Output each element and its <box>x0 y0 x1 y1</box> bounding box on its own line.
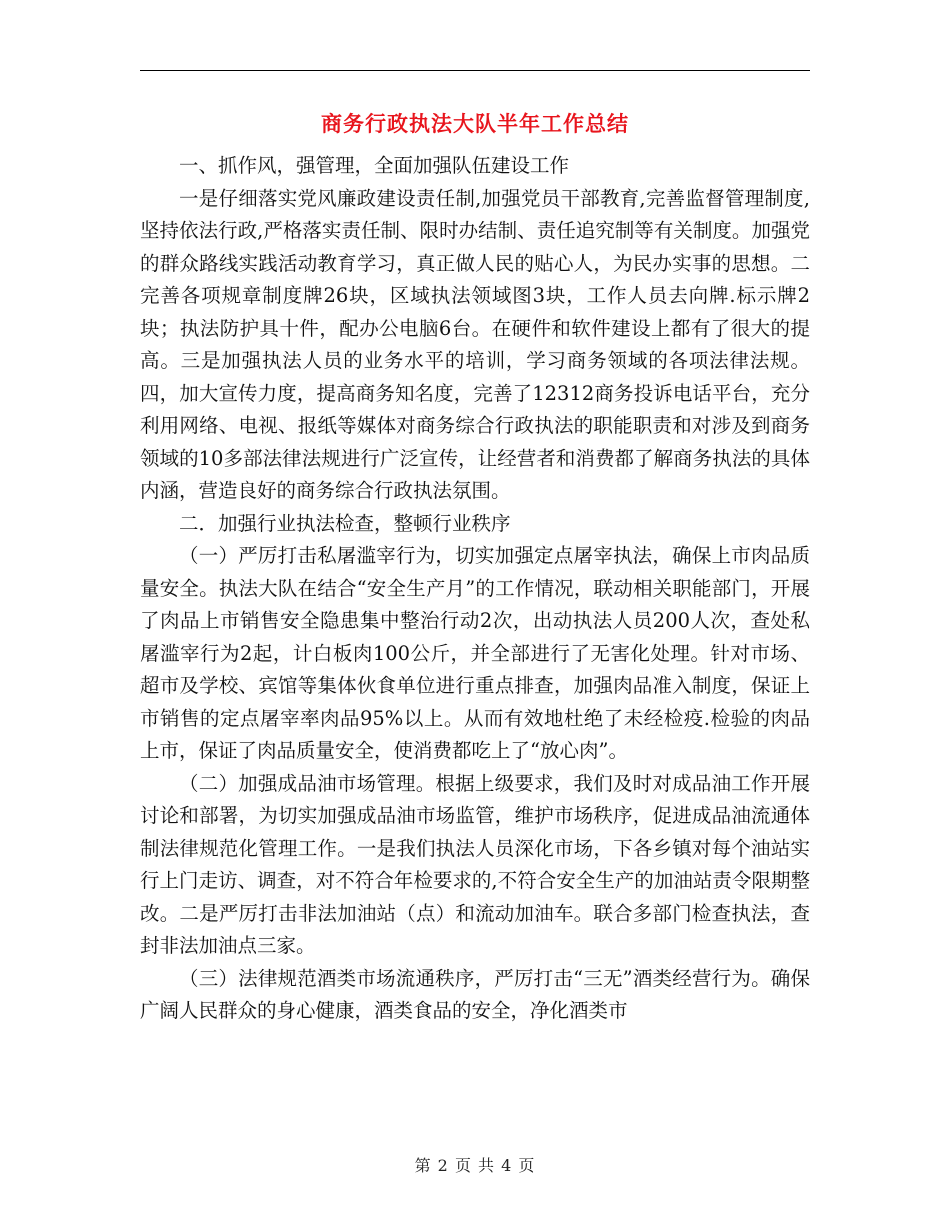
paragraph-oil-market: （二）加强成品油市场管理。根据上级要求，我们及时对成品油工作开展讨论和部署，为切实加强成品油市场监管，维护市场秩序，促进成品油流通体制法律规范化管理工作。一是我们执法人员深化市场，下各乡镇对每个油站实行上门走访、调查，对不符合年检要求的,不符合安全生产的加油站责令限期整改。二是严厉打击非法加油站（点）和流动加油车。联合多部门检查执法，查封非法加油点三家。 <box>140 771 810 957</box>
document-title: 商务行政执法大队半年工作总结 <box>321 112 629 136</box>
page-footer: 第 2 页 共 4 页 <box>414 1156 536 1175</box>
document-body <box>140 150 810 1028</box>
paragraph-slaughter-enforcement: （一）严厉打击私屠滥宰行为，切实加强定点屠宰执法，确保上市肉品质量安全。执法大队在结合“安全生产月”的工作情况，联动相关职能部门，开展了肉品上市销售安全隐患集中整治行动2次，出动执法人员200人次，查处私屠滥宰行为2起，计白板肉100公斤，并全部进行了无害化处理。针对市场、超市及学校、宾馆等集体伙食单位进行重点排查，加强肉品准入制度，保证上市销售的定点屠宰率肉品95%以上。从而有效地杜绝了未经检疫.检验的肉品上市，保证了肉品质量安全，使消费都吃上了“放心肉”。 <box>140 544 810 762</box>
paragraph-team-building: 一是仔细落实党风廉政建设责任制,加强党员干部教育,完善监督管理制度,坚持依法行政,严格落实责任制、限时办结制、责任追究制等有关制度。加强党的群众路线实践活动教育学习，真正做人民的贴心人，为民办实事的思想。二完善各项规章制度牌26块，区域执法领域图3块，工作人员去向牌.标示牌2块；执法防护具十件，配办公电脑6台。在硬件和软件建设上都有了很大的提高。三是加强执法人员的业务水平的培训，学习商务领域的各项法律法规。四，加大宣传力度，提高商务知名度，完善了12312商务投诉电话平台，充分利用网络、电视、报纸等媒体对商务综合行政执法的职能职责和对涉及到商务领域的10多部法律法规进行广泛宣传，让经营者和消费都了解商务执法的具体内涵，营造良好的商务综合行政执法氛围。 <box>140 186 810 502</box>
section-heading-1: 一、抓作风，强管理，全面加强队伍建设工作 <box>179 154 570 177</box>
header-rule <box>140 70 810 71</box>
section-heading-2: 二．加强行业执法检查，整顿行业秩序 <box>179 511 511 535</box>
paragraph-liquor-market: （三）法律规范酒类市场流通秩序，严厉打击“三无”酒类经营行为。确保广阔人民群众的身心健康，酒类食品的安全，净化酒类市 <box>140 966 810 1022</box>
